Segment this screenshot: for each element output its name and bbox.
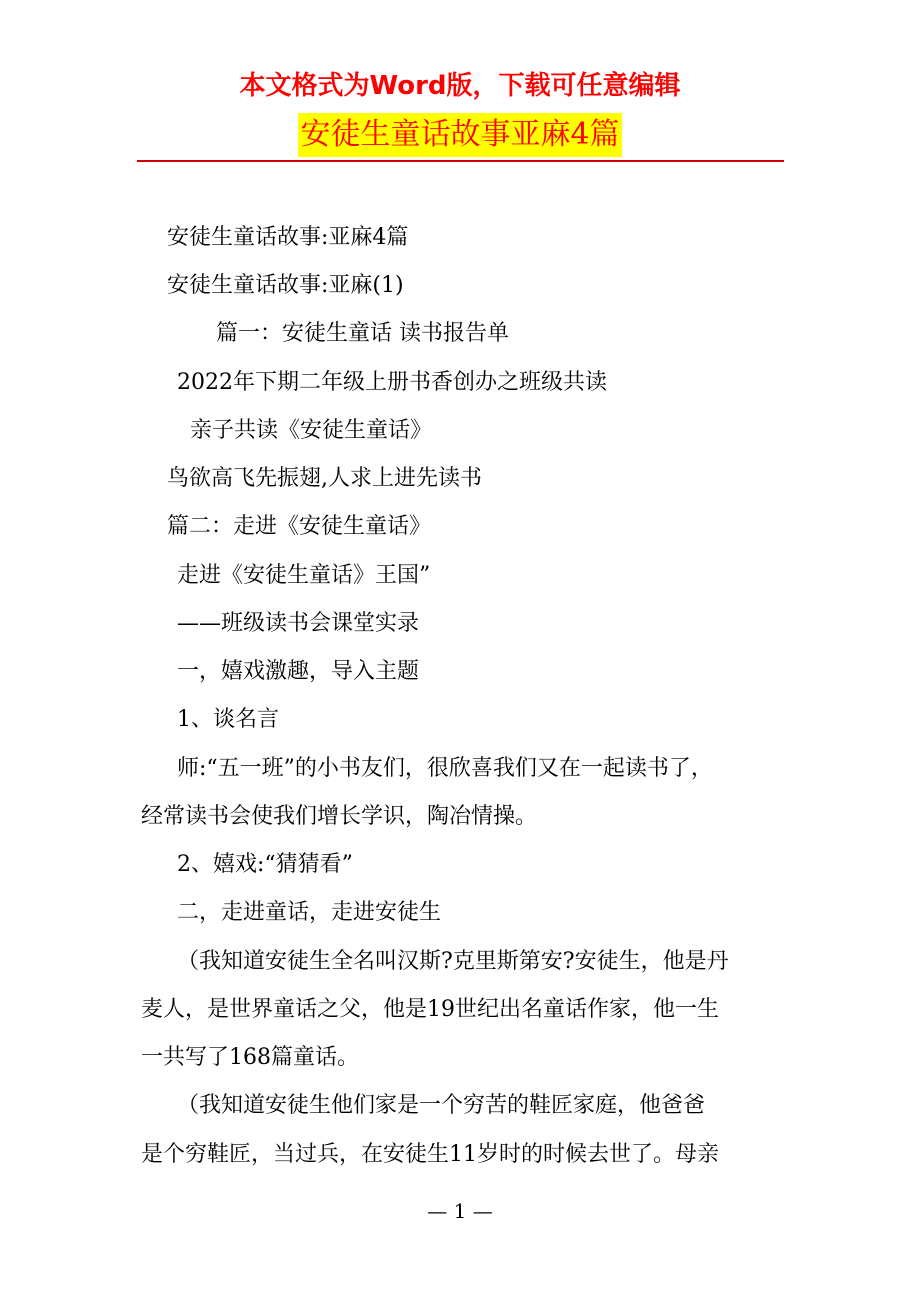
- word-format-banner: 本文格式为Word版，下载可任意编辑: [239, 71, 681, 101]
- text-line: （我知道安徒生全名叫汉斯?克里斯第安?安徒生，他是丹: [177, 949, 729, 974]
- title-divider: [137, 160, 784, 162]
- text-line: 一共写了168篇童话。: [141, 1045, 359, 1070]
- text-line: 二，走进童话，走进安徒生: [177, 900, 442, 925]
- text-line: 一，嬉戏激趣，导入主题: [177, 659, 420, 684]
- text-line: 师:“五一班”的小书友们，很欣喜我们又在一起读书了，: [177, 756, 713, 781]
- title-container: [0, 113, 920, 157]
- text-line: 2、嬉戏:“猜猜看”: [177, 852, 353, 877]
- text-line: 鸟欲高飞先振翅,人求上进先读书: [167, 466, 482, 491]
- text-line: 篇一：安徒生童话 读书报告单: [216, 321, 509, 346]
- page-number: — 1 —: [427, 1199, 493, 1223]
- text-line: 安徒生童话故事:亚麻(1): [167, 273, 404, 298]
- text-line: 走进《安徒生童话》王国”: [177, 563, 431, 588]
- text-line: （我知道安徒生他们家是一个穷苦的鞋匠家庭，他爸爸: [177, 1093, 706, 1118]
- text-line: 1、谈名言: [177, 707, 279, 732]
- text-line: 2022年下期二年级上册书香创办之班级共读: [177, 370, 607, 395]
- text-line: ——班级读书会课堂实录: [177, 611, 420, 636]
- text-line: 亲子共读《安徒生童话》: [190, 418, 433, 443]
- document-title: 安徒生童话故事亚麻4篇: [298, 113, 621, 157]
- text-line: 是个穷鞋匠，当过兵，在安徒生11岁时的时候去世了。母亲: [141, 1142, 719, 1167]
- text-line: 安徒生童话故事:亚麻4篇: [167, 225, 409, 250]
- text-line: 篇二：走进《安徒生童话》: [167, 514, 432, 539]
- text-line: 经常读书会使我们增长学识，陶冶情操。: [141, 804, 538, 829]
- text-line: 麦人，是世界童话之父，他是19世纪出名童话作家，他一生: [141, 997, 719, 1022]
